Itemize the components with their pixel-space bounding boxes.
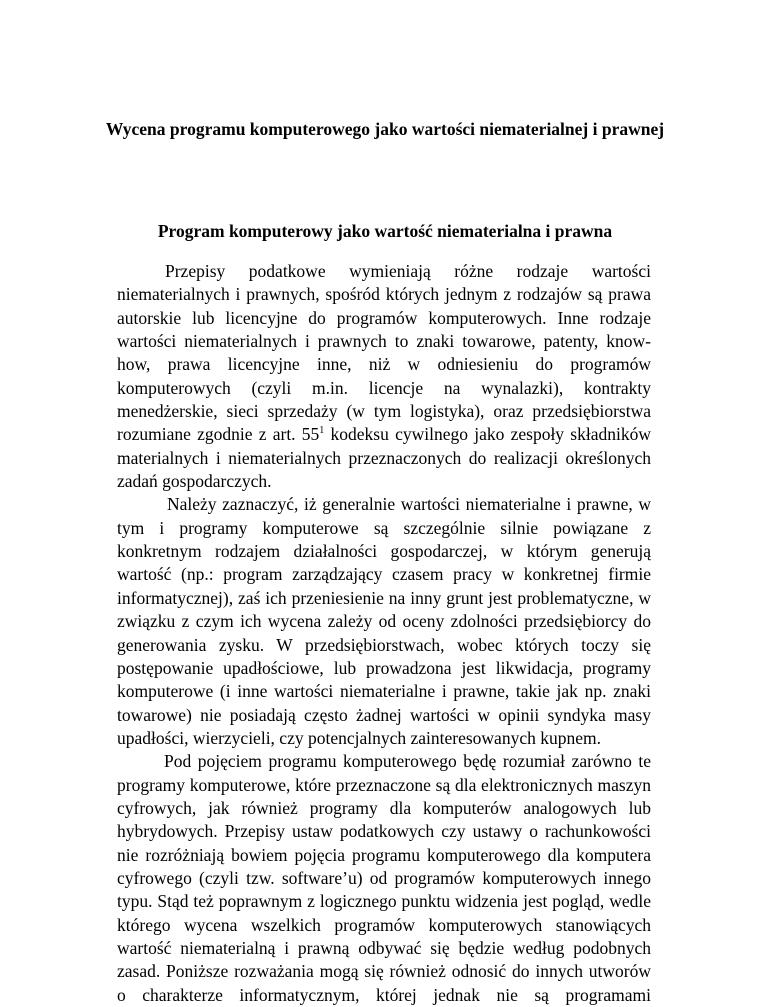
body-text xyxy=(117,260,651,1007)
paragraph-1-text-a: Przepisy podatkowe wymieniają różne rodzaje wartości niematerialnych i prawnych, spośród których jednym z rodzajów są prawa autorskie lub licencyjne do programów komputerowych. Inne rodzaje wartości niematerialnych i prawnych to znaki towarowe, patenty, know-how, prawa licencyjne inne, niż w odniesieniu do programów komputerowych (czyli m.in. licencje na wynalazki), kontrakty menedżerskie, sieci sprzedaży (w tym logistyka), oraz przedsiębiorstwa rozumiane zgodnie z art. 55 xyxy=(117,261,651,445)
section-heading: Program komputerowy jako wartość niematerialna i prawna xyxy=(157,221,613,241)
paragraph-1-text-b: kodeksu cywilnego jako zespoły składników materialnych i niematerialnych przeznaczonych do realizacji określonych zadań gospodarczych. xyxy=(117,424,651,492)
document-title: Wycena programu komputerowego jako wartości niematerialnej i prawnej xyxy=(105,119,665,139)
paragraph-2: Należy zaznaczyć, iż generalnie wartości niematerialne i prawne, w tym i programy komputerowe są szczególnie silnie powiązane z konkretnym rodzajem działalności gospodarczej, w którym generują wartość (np.: program zarządzający czasem pracy w konkretnej firmie informatycznej), zaś ich przeniesienie na inny grunt jest problematyczne, w związku z czym ich wycena zależy od oceny zdolności przedsiębiorcy do generowania zysku. W przedsiębiorstwach, wobec których toczy się postępowanie upadłościowe, lub prowadzona jest likwidacja, programy komputerowe (i inne wartości niematerialne i prawne, takie jak np. znaki towarowe) nie posiadają często żadnej wartości w opinii syndyka masy upadłości, wierzycieli, czy potencjalnych zainteresowanych kupnem. xyxy=(117,494,651,748)
paragraph-1 xyxy=(117,260,651,493)
paragraph-3: Pod pojęciem programu komputerowego będę rozumiał zarówno te programy komputerowe, które przeznaczone są dla elektronicznych maszyn cyfrowych, jak również programy dla komputerów analogowych lub hybrydowych. Przepisy ustaw podatkowych czy ustawy o rachunkowości nie rozróżniają bowiem pojęcia programu komputerowego dla komputera cyfrowego (czyli tzw. software’u) od programów komputerowych innego typu. Stąd też poprawnym z logicznego punktu widzenia jest pogląd, wedle którego wycena wszelkich programów komputerowych stanowiących wartość niematerialną i prawną odbywać się będzie według podobnych zasad. Poniższe rozważania mogą się również odnosić do innych utworów o charakterze informatycznym, której jednak nie są programami xyxy=(117,751,651,1005)
footnote-superscript: 1 xyxy=(319,425,325,437)
